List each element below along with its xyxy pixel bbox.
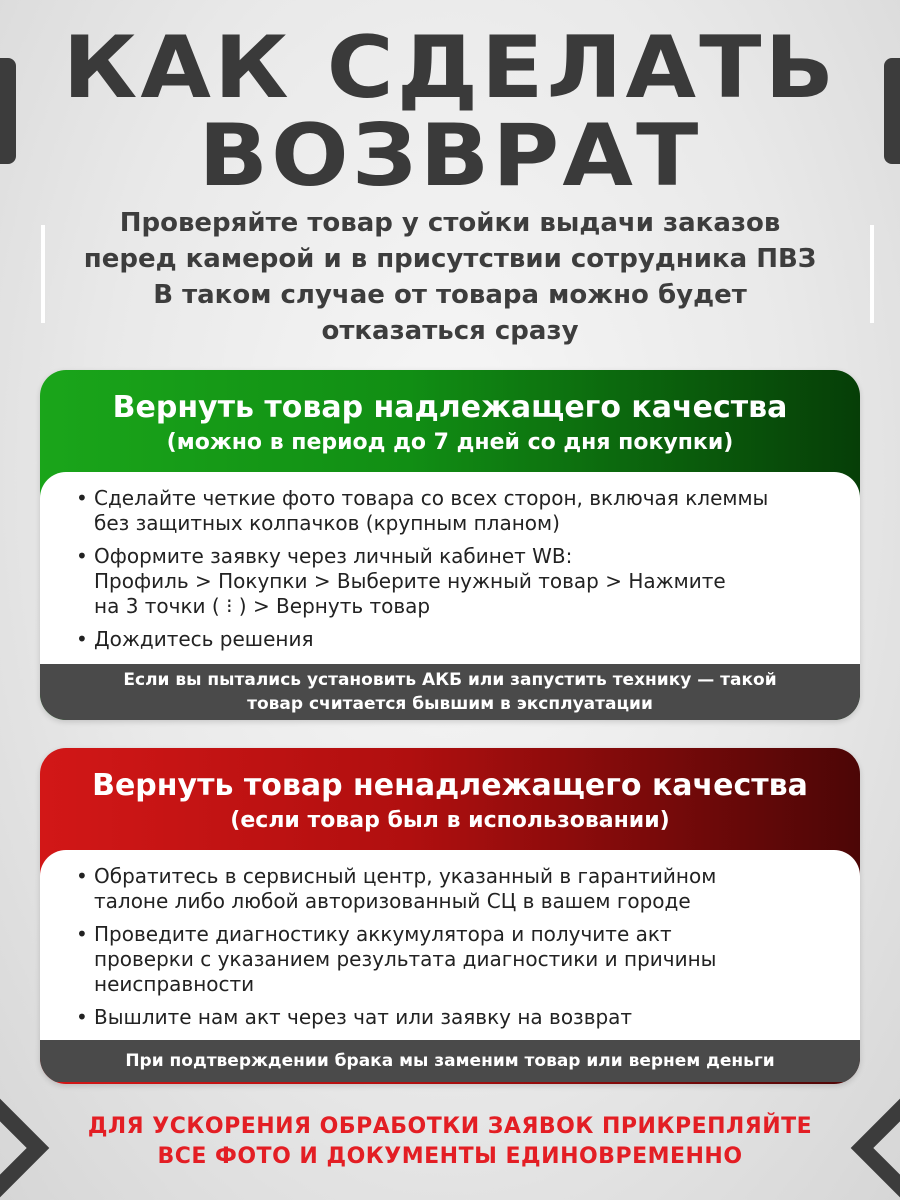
step-line: без защитных колпачков (крупным планом): [94, 511, 560, 535]
step-line: проверки с указанием результата диагностики и причины: [94, 947, 717, 971]
bullet-icon: •: [76, 922, 88, 946]
step-line: Дождитесь решения: [94, 627, 314, 651]
step-line: талоне либо любой авторизованный СЦ в вашем городе: [94, 889, 691, 913]
good-quality-card: [40, 370, 860, 720]
good-quality-steps: [40, 472, 860, 664]
bullet-icon: •: [76, 486, 88, 510]
bad-quality-header: [40, 748, 860, 850]
bad-quality-subtitle: (если товар был в использовании): [230, 808, 670, 833]
bad-quality-title: Вернуть товар ненадлежащего качества: [92, 768, 808, 803]
step-line: на 3 точки ( ⁝ ) > Вернуть товар: [94, 594, 431, 618]
bad-quality-card: [40, 748, 860, 1084]
bullet-icon: •: [76, 864, 88, 888]
bottom-note: [0, 1112, 900, 1172]
good-quality-title: Вернуть товар надлежащего качества: [112, 390, 788, 425]
note-line: При подтверждении брака мы заменим товар или вернем деньги: [125, 1051, 775, 1071]
bullet-icon: •: [76, 627, 88, 651]
bullet-icon: •: [76, 1005, 88, 1029]
page-title-line-1: КАК СДЕЛАТЬ: [62, 18, 838, 118]
bottom-note-line: ВСЕ ФОТО И ДОКУМЕНТЫ ЕДИНОВРЕМЕННО: [157, 1144, 743, 1169]
bottom-note-line: ДЛЯ УСКОРЕНИЯ ОБРАБОТКИ ЗАЯВОК ПРИКРЕПЛЯЙТЕ: [87, 1114, 813, 1139]
intro-line: отказаться сразу: [321, 316, 579, 346]
intro-line: В таком случае от товара можно будет: [153, 280, 747, 310]
step-item: [76, 922, 836, 997]
step-item: [76, 544, 836, 619]
note-line: товар считается бывшим в эксплуатации: [247, 694, 653, 714]
step-line: Сделайте четкие фото товара со всех сторон, включая клеммы: [94, 486, 769, 510]
bullet-icon: •: [76, 544, 88, 568]
step-item: [76, 486, 836, 536]
bad-quality-steps: [40, 850, 860, 1040]
intro-line: перед камерой и в присутствии сотрудника ПВЗ: [83, 244, 817, 274]
step-item: [76, 627, 836, 652]
good-quality-note: [40, 664, 860, 720]
note-line: Если вы пытались установить АКБ или запустить технику — такой: [123, 670, 777, 690]
step-line: Вышлите нам акт через чат или заявку на возврат: [94, 1005, 633, 1029]
decor-line-right: [870, 225, 874, 323]
good-quality-subtitle: (можно в период до 7 дней со дня покупки): [166, 430, 734, 455]
decor-line-left: [41, 225, 45, 323]
step-line: Оформите заявку через личный кабинет WB:: [94, 544, 573, 568]
step-line: Профиль > Покупки > Выберите нужный товар > Нажмите: [94, 569, 726, 593]
bad-quality-note: [40, 1040, 860, 1082]
good-quality-header: [40, 370, 860, 472]
step-line: Обратитесь в сервисный центр, указанный в гарантийном: [94, 864, 717, 888]
step-line: Проведите диагностику аккумулятора и получите акт: [94, 922, 672, 946]
step-line: неисправности: [94, 972, 255, 996]
page-title-line-2: ВОЗВРАТ: [198, 106, 702, 206]
step-item: [76, 1005, 836, 1030]
step-item: [76, 864, 836, 914]
intro-text: [60, 205, 840, 349]
intro-line: Проверяйте товар у стойки выдачи заказов: [119, 208, 781, 238]
